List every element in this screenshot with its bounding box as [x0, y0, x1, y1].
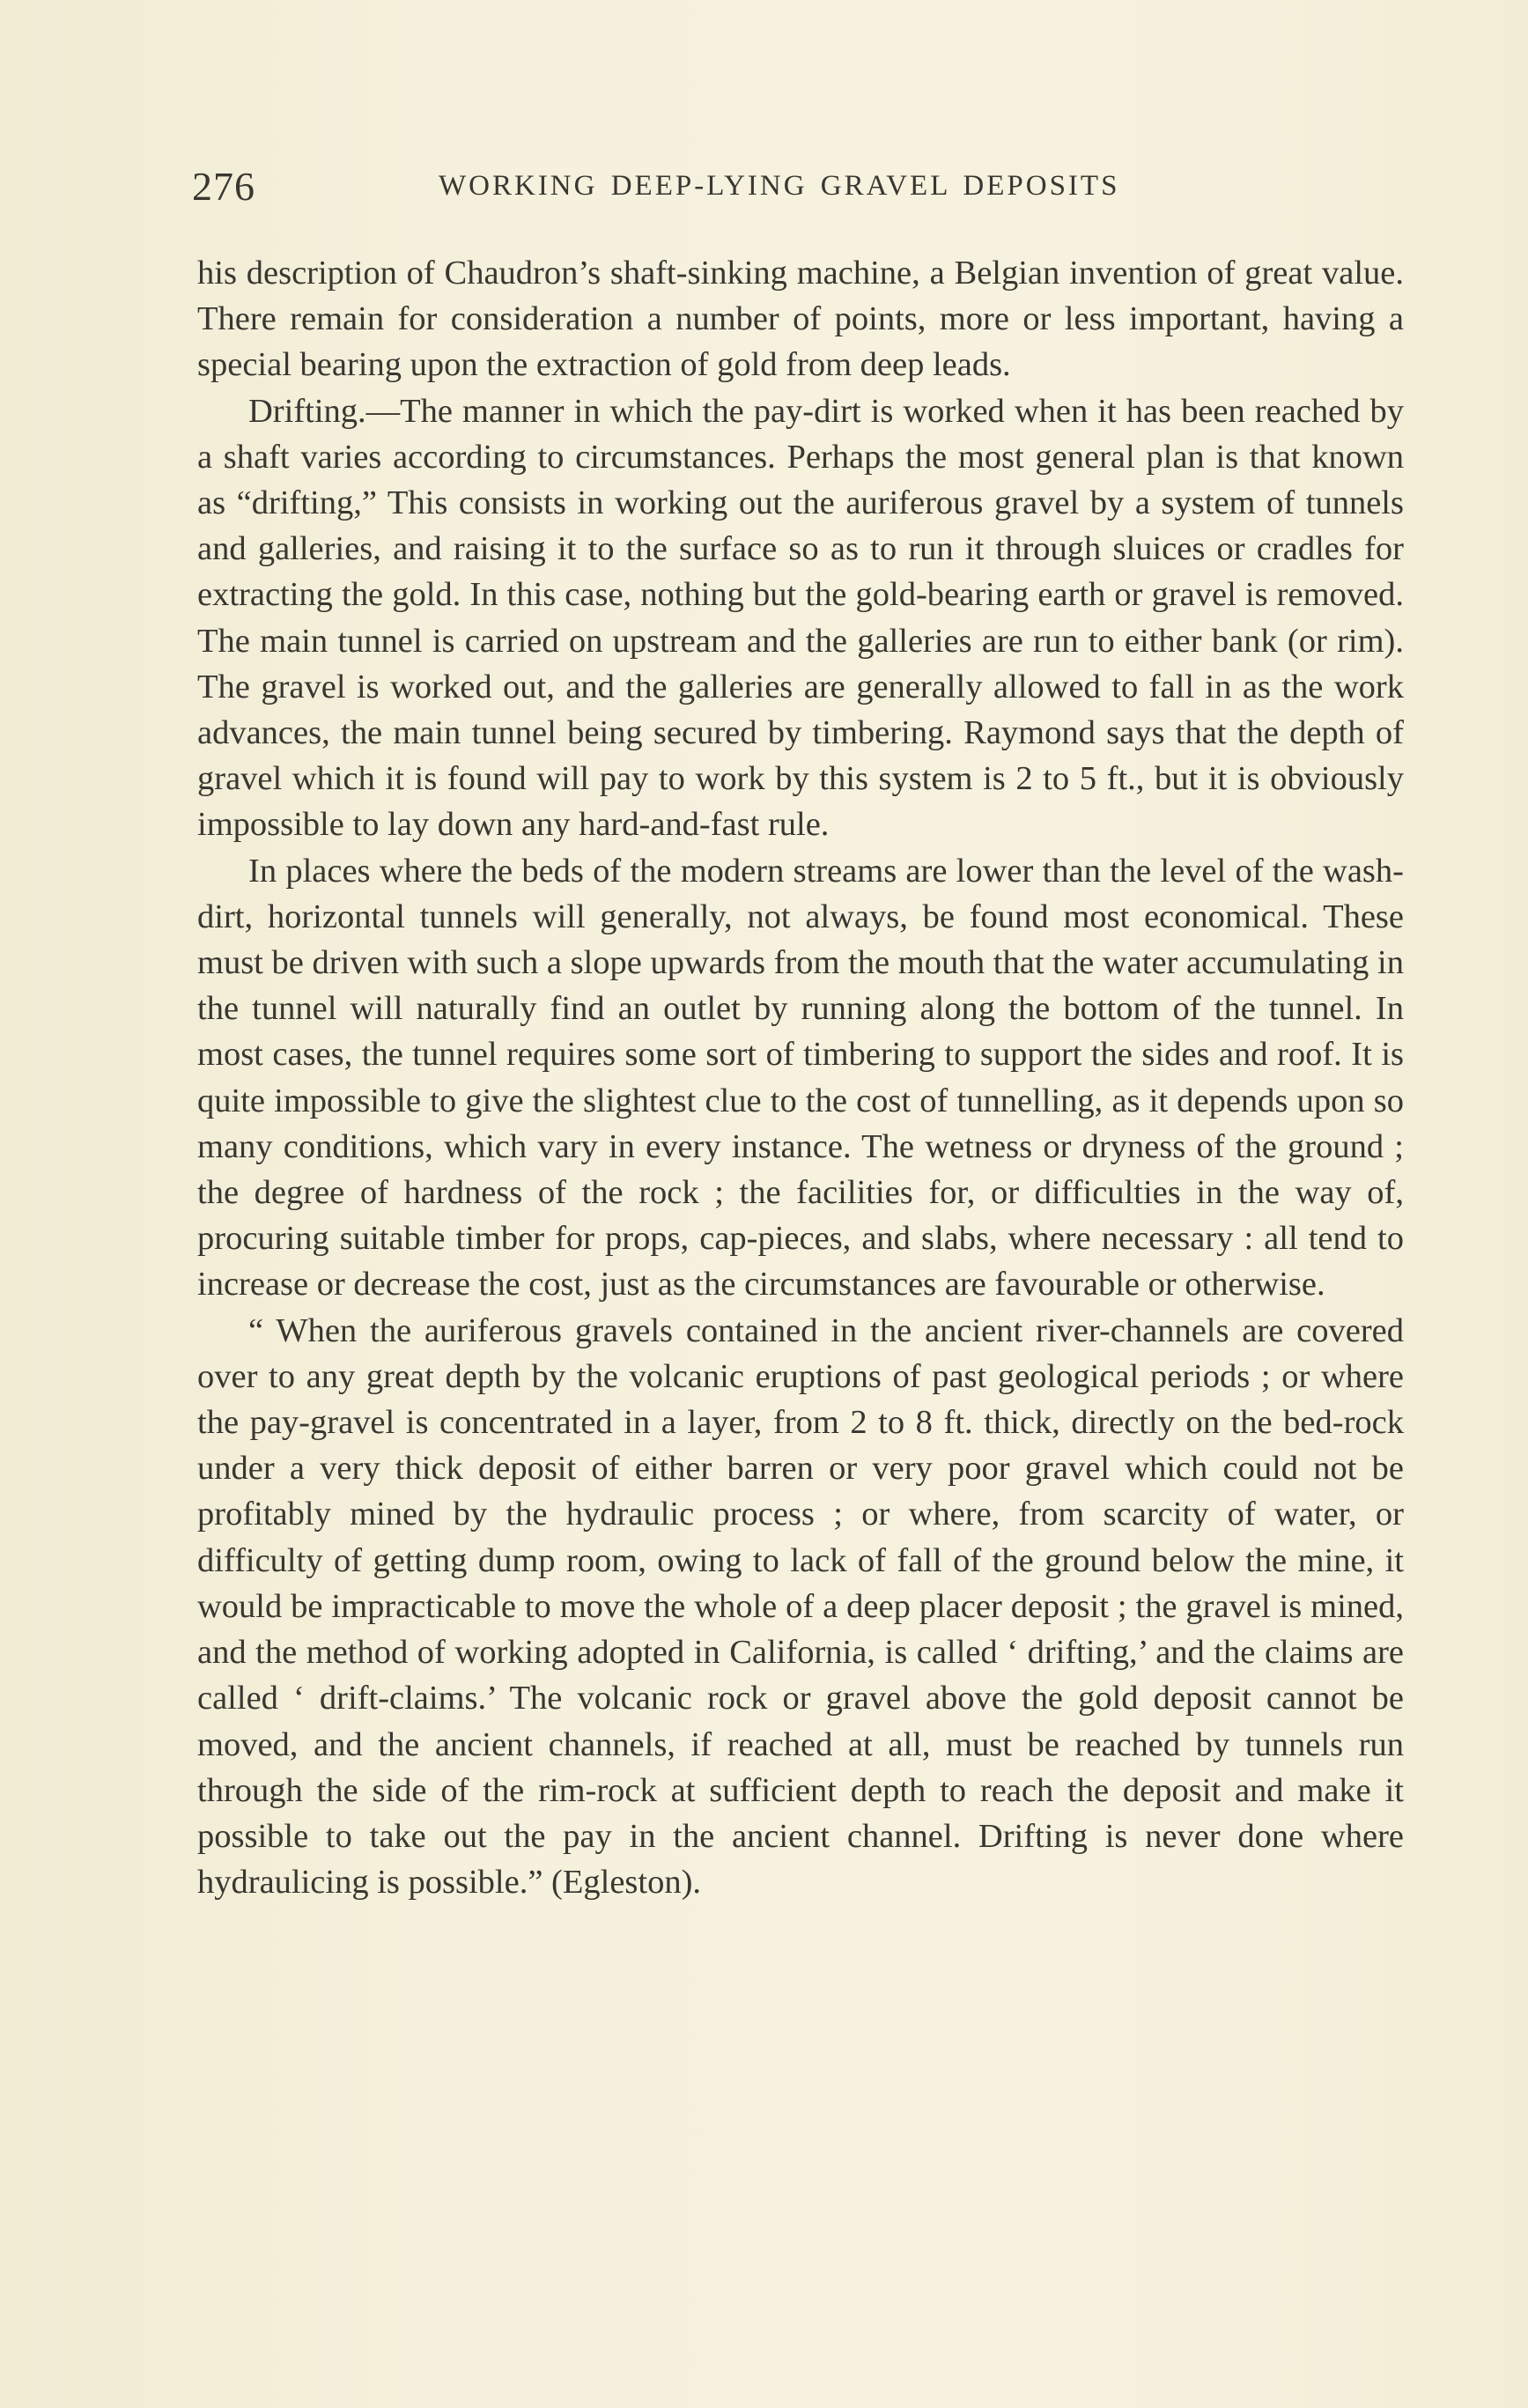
paragraph-continuation: his description of Chaudron’s shaft-sinking machine, a Belgian invention of great value. There remain for consideration a number of points, more or less important, having a special bearing upon the extraction of gold from deep leads. — [197, 255, 1404, 384]
paragraph-egleston-quote: “ When the auriferous gravels contained in the ancient river-channels are covered over to any great depth by the volcanic eruptions of past geological periods ; or where the pay-gravel is concentrated in a layer, from 2 to 8 ft. thick, directly on the bed-rock under a very thick deposit of either barren or very poor gravel which could not be profitably mined by the hydraulic process ; or where, from scarcity of water, or difficulty of getting dump room, owing to lack of fall of the ground below the mine, it would be impracticable to move the whole of a deep placer deposit ; the gravel is mined, and the method of working adopted in California, is called ‘ drifting,’ and the claims are called ‘ drift-claims.’ The volcanic rock or gravel above the gold deposit cannot be moved, and the ancient channels, if reached at all, must be reached by tunnels run through the side of the rim-rock at sufficient depth to reach the deposit and make it possible to take out the pay in the ancient channel. Drifting is never done where hydraulicing is possible.” (Egleston). — [197, 1311, 1404, 1902]
page-header — [192, 163, 1434, 225]
paragraph-tunnels: In places where the beds of the modern streams are lower than the level of the wash-dirt, horizontal tunnels will generally, not always, be found most economical. These must be driven with such a slope upwards from the mouth that the water accumulating in the tunnel will naturally find an outlet by running along the bottom of the tunnel. In most cases, the tunnel requires some sort of timbering to support the sides and roof. It is quite impossible to give the slightest clue to the cost of tunnelling, as it depends upon so many conditions, which vary in every instance. The wetness or dryness of the ground ; the degree of hardness of the rock ; the facilities for, or difficulties in the way of, procuring suitable timber for props, cap-pieces, and slabs, where necessary : all tend to increase or decrease the cost, just as the circumstances are favourable or otherwise. — [197, 852, 1404, 1304]
running-title: WORKING DEEP-LYING GRAVEL DEPOSITS — [439, 170, 1120, 202]
paragraph-drifting: Drifting.—The manner in which the pay-dirt is worked when it has been reached by a shaft varies according to circumstances. Perhaps the most general plan is that known as “drifting,” This consists in working out the auriferous gravel by a system of tunnels and galleries, and raising it to the surface so as to run it through sluices or cradles for extracting the gold. In this case, nothing but the gold-bearing earth or gravel is removed. The main tunnel is carried on upstream and the galleries are run to either bank (or rim). The gravel is worked out, and the galleries are generally allowed to fall in as the work advances, the main tunnel being secured by timbering. Raymond says that the depth of gravel which it is found will pay to work by this system is 2 to 5 ft., but it is obviously impossible to lay down any hard-and-fast rule. — [197, 392, 1404, 844]
page-number: 276 — [192, 164, 255, 209]
body-text — [197, 250, 1404, 1905]
